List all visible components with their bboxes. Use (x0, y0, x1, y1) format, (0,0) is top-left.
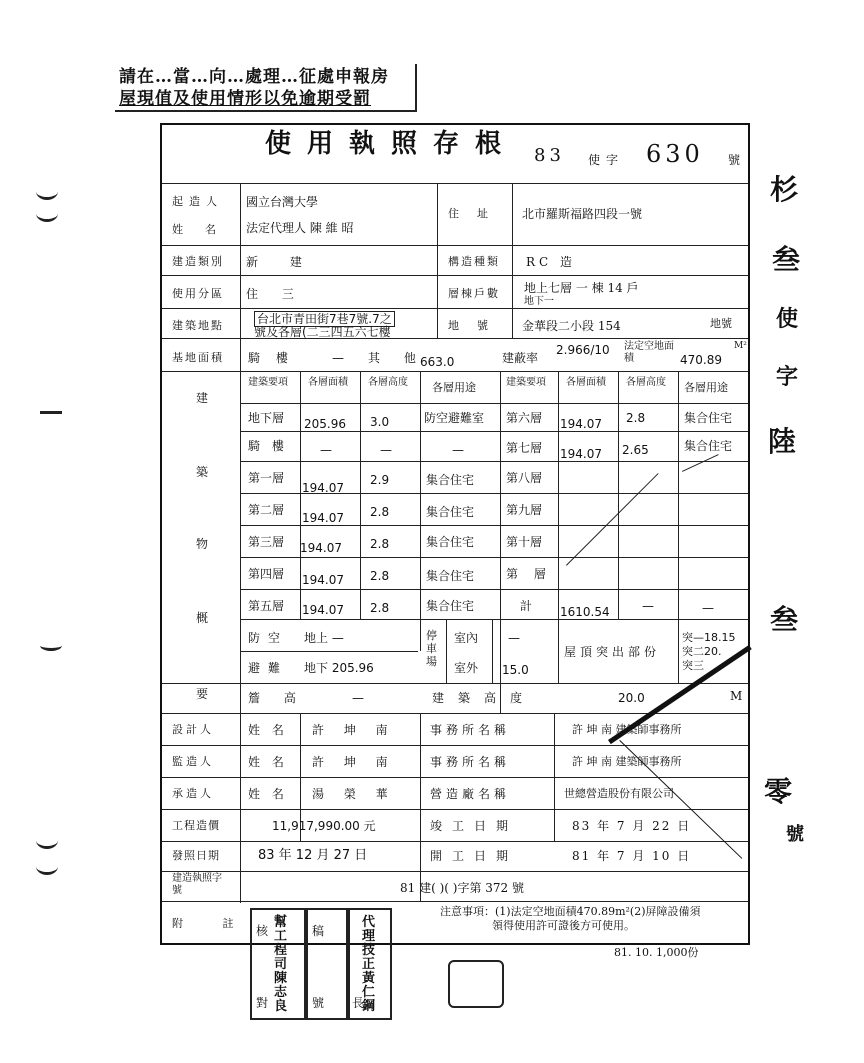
approval-stamp: 代理技正黃仁鋼 長 (348, 908, 392, 1020)
arcade-label: 騎 樓 (248, 351, 294, 365)
void-line (566, 473, 659, 566)
attach-note: 注意事項：(1)法定空地面積470.89m²(2)屏障設備須 (440, 905, 701, 918)
floor-header-item-r: 建築要項 (506, 377, 546, 388)
site-address-2: 號及各層(二三四五六七樓 (254, 325, 391, 339)
supervisor-office: 許 坤 南 建築師事務所 (572, 755, 682, 768)
shelter-label: 防空 (248, 631, 289, 645)
margin-char: 叁 (770, 603, 799, 636)
arcade-value: — (332, 351, 344, 365)
designer-office: 許 坤 南 建築師事務所 (572, 723, 682, 736)
punch-mark (36, 858, 58, 875)
owner-name-label: 姓名 (172, 223, 238, 236)
punch-mark (36, 183, 58, 200)
shelter-above: 地上 — (304, 631, 344, 645)
designer-label: 設計人 (172, 723, 214, 736)
contractor-office: 世總營造股份有限公司 (564, 787, 674, 800)
site-label: 建築地點 (172, 319, 224, 332)
punch-mark (40, 640, 62, 651)
building-height: 20.0 (618, 691, 645, 705)
other-label: 其 他 (368, 351, 426, 365)
parking-indoor: — (508, 631, 520, 645)
void-line (682, 454, 719, 472)
build-type-value: 新 建 (246, 255, 316, 269)
owner-name: 國立台灣大學 (246, 195, 319, 209)
other-value: 663.0 (420, 355, 455, 369)
supervisor-office-label: 事務所名稱 (430, 755, 511, 769)
roof-3: 突三 (682, 659, 704, 672)
area-unit: M² (734, 341, 747, 351)
permit-number: 630 (646, 140, 704, 168)
issue-date: 83 年 12 月 27 日 (258, 848, 368, 863)
supervisor-label: 監造人 (172, 755, 214, 768)
parking-outdoor: 15.0 (502, 663, 529, 677)
floors-value: 地上七層 一 棟 14 戶 (524, 281, 639, 295)
address-label: 住址 (448, 207, 506, 220)
supervisor-name: 許 坤 南 (312, 755, 396, 769)
notice-box (115, 64, 417, 112)
floor-header-use: 各層用途 (432, 381, 476, 394)
zone-value: 住 三 (246, 287, 304, 301)
structure-label: 構造種類 (448, 255, 500, 268)
completion-date: 83 年 7 月 22 日 (572, 819, 692, 833)
permit-form: 使用執照存根 83 使字 630 號 起造人 姓名 國立台灣大學 法定代理人 陳 維 昭 住址 北市羅斯福路四段一號 建造類別 新 建 構造種類 RC 造 使用分區 住 三 層棟戶數 地上七層 一 棟 14 戶 地下一 建築地點 台北市青田街7巷7號.7之 號及各層(二三四五六七樓 地號 金華段二小段 154 地號 基地面積 騎 樓 — 其 他 663.0 建蔽率 2.966/10 法定空地面積 470.89 M² 建築要項 各層面積 各層高度 各層用途 建築要項 各層面積 各層高度 各層用途 地下層 205.96 3.0 防空避難室 騎 樓 — — — 第一層 194.07 2.9 集合住宅 第二層 194.07 2.8 集合住宅 第三層 194.07 2.8 集合住宅 第四層 194.07 2.8 集合住宅 第五層 194.07 2.8 集合住宅 第六層 194.07 2.8 集合住宅 第七層 194.07 2.65 集合住宅 第八層 第九層 第十層 第 層 計 1610.54 — — 防空 避難 地上 — 地下 205.96 停車場 室內 — 室外 15.0 屋頂突出部份 突—18.15 突二20. 突三 簷 高 — 建築高度 20.0 M 建 築 物 概 要 設計人 姓 名 許 坤 南 事務所名稱 許 坤 南 建築師事務所 監造人 姓 名 許 坤 南 事務所名稱 許 坤 南 建築師事務所 承造人 姓 名 湯 榮 華 營造廠名稱 世總營造股份有限公司 工程造價 11,917,990.00 元 竣工日期 83 年 7 月 22 日 發照日期 83 年 12 月 27 日 開工日期 81 年 7 月 10 日 建造執照字號 81 建( )( )字第 372 號 附 註 注意事項：(1)法定空地面積470.89m²(2)屏障設備須 領得使用許可證後方可使用。 (160, 123, 750, 945)
form-code: 81. 10. 1,000份 (614, 946, 699, 959)
cost-value: 11,917,990.00 元 (272, 819, 376, 833)
roof-label: 屋頂突出部份 (564, 645, 661, 659)
eaves-value: — (352, 691, 364, 705)
roof-2: 突二20. (682, 645, 722, 658)
margin-char: 叁 (772, 243, 801, 276)
open-space-value: 470.89 (680, 353, 722, 367)
parking-label: 停車場 (426, 629, 437, 668)
lot-suffix: 地號 (710, 317, 732, 330)
building-summary-char: 築 (196, 465, 209, 479)
building-summary-char: 要 (196, 687, 209, 701)
building-summary-char: 建 (196, 391, 209, 405)
coverage-label: 建蔽率 (502, 351, 539, 365)
approval-stamp: 核 幫工程司陳志良 對 (250, 908, 306, 1020)
building-summary-char: 物 (196, 537, 209, 551)
lot-value: 金華段二小段 154 (522, 319, 621, 333)
floors-basement: 地下一 (524, 296, 554, 307)
permit-label: 建造執照字號 (172, 873, 222, 896)
contractor-name-label: 姓 名 (248, 787, 288, 801)
seal-stamp (448, 960, 504, 1008)
zone-label: 使用分區 (172, 287, 224, 300)
margin-char: 零 (764, 775, 793, 808)
permit-prefix: 使字 (588, 153, 625, 167)
notice-line-1: 請在…當…向…處理…征處申報房 (119, 67, 389, 87)
punch-mark (36, 832, 58, 849)
approval-stamp: 稿 號 (306, 908, 348, 1020)
margin-char: 號 (786, 824, 804, 845)
open-space-label: 法定空地面積 (624, 341, 674, 364)
punch-mark (40, 405, 62, 414)
lot-label: 地號 (448, 319, 506, 332)
designer-name-label: 姓 名 (248, 723, 288, 737)
margin-char: 杉 (770, 173, 799, 206)
contractor-label: 承造人 (172, 787, 214, 800)
roof-1: 突—18.15 (682, 631, 736, 644)
floor-header-height: 各層高度 (368, 377, 408, 388)
permit-suffix: 號 (728, 153, 741, 167)
contractor-name: 湯 榮 華 (312, 787, 396, 801)
form-title: 使用執照存根 (265, 129, 518, 159)
start-date: 81 年 7 月 10 日 (572, 849, 692, 863)
cost-label: 工程造價 (172, 819, 220, 832)
permit-value: 81 建( )( )字第 372 號 (400, 881, 524, 895)
owner-representative: 法定代理人 陳 維 昭 (246, 221, 354, 235)
parking-outdoor-label: 室外 (454, 661, 479, 675)
floor-header-area: 各層面積 (308, 377, 348, 388)
margin-char: 陸 (768, 425, 797, 458)
owner-label: 起造人 (172, 195, 223, 208)
notice-line-2: 屋現值及使用情形以免逾期受罰 (119, 89, 371, 109)
margin-char: 使 (776, 306, 799, 332)
supervisor-name-label: 姓 名 (248, 755, 288, 769)
floor-header-height-r: 各層高度 (626, 377, 666, 388)
building-height-label: 建築高度 (432, 691, 537, 705)
area-label: 基地面積 (172, 351, 224, 364)
designer-name: 許 坤 南 (312, 723, 396, 737)
evacuation-label: 避難 (248, 661, 289, 675)
contractor-office-label: 營造廠名稱 (430, 787, 511, 801)
parking-indoor-label: 室內 (454, 631, 479, 645)
building-height-unit: M (730, 689, 743, 703)
floor-header-use-r: 各層用途 (684, 381, 728, 394)
start-label: 開工日期 (430, 849, 519, 863)
site-address: 台北市青田街7巷7號.7之 (254, 311, 395, 327)
margin-char: 字 (776, 364, 799, 390)
building-summary-char: 概 (196, 611, 209, 625)
shelter-below: 地下 205.96 (304, 661, 374, 675)
floor-header-item: 建築要項 (248, 377, 288, 388)
owner-address: 北市羅斯福路四段一號 (522, 207, 643, 221)
completion-label: 竣工日期 (430, 819, 519, 833)
punch-mark (36, 205, 58, 222)
attach-note-2: 領得使用許可證後方可使用。 (492, 919, 635, 932)
eaves-label: 簷 高 (248, 691, 306, 705)
issue-label: 發照日期 (172, 849, 220, 862)
attach-label: 附 註 (172, 917, 252, 930)
structure-value: RC 造 (526, 255, 577, 269)
permit-year: 83 (534, 145, 565, 166)
designer-office-label: 事務所名稱 (430, 723, 511, 737)
build-type-label: 建造類別 (172, 255, 224, 268)
floor-header-area-r: 各層面積 (566, 377, 606, 388)
floors-label: 層棟戶數 (448, 287, 500, 300)
coverage-value: 2.966/10 (556, 343, 610, 357)
